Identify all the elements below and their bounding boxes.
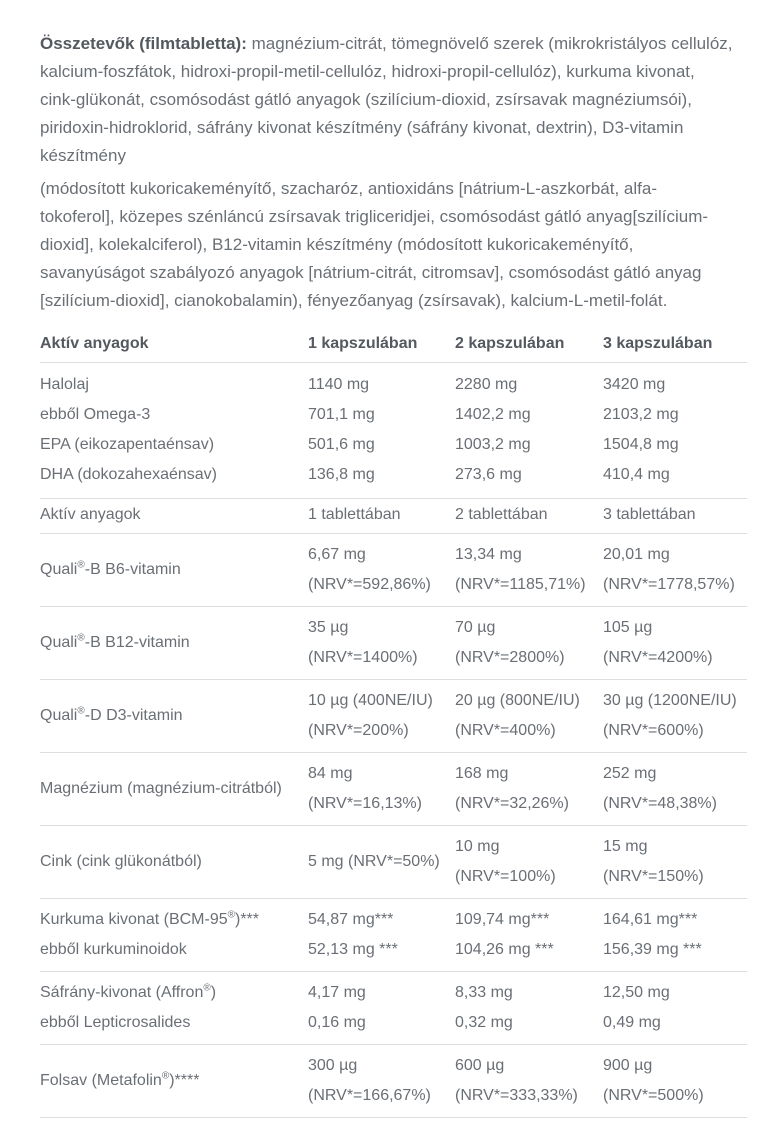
- value: 109,74 mg***: [455, 911, 550, 928]
- table-row-saffron: [40, 972, 747, 1045]
- value-cell: [455, 978, 603, 1038]
- value: (NRV*=400%): [455, 722, 556, 739]
- active-ingredients-table: [40, 328, 747, 1118]
- table-row-zinc: [40, 826, 747, 899]
- row-label: Quali®-B B6-vitamin: [40, 559, 181, 578]
- value-cell: [308, 905, 455, 965]
- column-header: 3 kapszulában: [603, 335, 713, 352]
- value-cell: [308, 613, 455, 673]
- value: 2103,2 mg: [603, 406, 679, 423]
- value-cell: [603, 759, 747, 819]
- value: 4,17 mg: [308, 984, 366, 1001]
- value: 900 µg: [603, 1057, 653, 1074]
- value: 1504,8 mg: [603, 436, 679, 453]
- value: 252 mg: [603, 765, 657, 782]
- value: 501,6 mg: [308, 436, 375, 453]
- value: (NRV*=600%): [603, 722, 704, 739]
- value: (NRV*=2800%): [455, 649, 565, 666]
- value: 6,67 mg: [308, 546, 366, 563]
- value-cell: [455, 613, 603, 673]
- value: (NRV*=32,26%): [455, 795, 569, 812]
- value-cell: [603, 832, 747, 892]
- table-row-folate: [40, 1045, 747, 1118]
- registered-trademark-symbol: ®: [77, 705, 85, 717]
- row-label: Quali®-D D3-vitamin: [40, 705, 183, 724]
- value-cell: [603, 370, 747, 490]
- value-cell: [603, 905, 747, 965]
- value: (NRV*=4200%): [603, 649, 713, 666]
- table-row-magnesium: [40, 753, 747, 826]
- paragraph-line: tokoferol], közepes szénláncú zsírsavak trigliceridjei, csomósodást gátló anyag[szilícium-: [40, 207, 709, 226]
- column-header: 2 tablettában: [455, 506, 548, 523]
- value: 52,13 mg ***: [308, 941, 398, 958]
- row-label: Folsav (Metafolin®)****: [40, 1070, 200, 1089]
- registered-trademark-symbol: ®: [77, 559, 85, 571]
- row-label-cell: [40, 847, 308, 877]
- value: (NRV*=1185,71%): [455, 576, 586, 593]
- row-label: Magnézium (magnézium-citrátból): [40, 780, 282, 797]
- value-cell: [455, 1051, 603, 1111]
- value: (NRV*=592,86%): [308, 576, 431, 593]
- value: 164,61 mg***: [603, 911, 698, 928]
- table-row-d3-vitamin: [40, 680, 747, 753]
- value: 0,32 mg: [455, 1014, 513, 1031]
- value-cell: [455, 370, 603, 490]
- value-cell: [308, 847, 455, 877]
- row-label: DHA (dokozahexaénsav): [40, 466, 217, 483]
- column-header: 2 kapszulában: [455, 335, 565, 352]
- paragraph-line: cink-glükonát, csomósodást gátló anyagok (szilícium-dioxid, zsírsavak magnéziumsói),: [40, 90, 692, 109]
- column-header: Aktív anyagok: [40, 335, 149, 352]
- value: (NRV*=166,67%): [308, 1087, 431, 1104]
- value: 30 µg (1200NE/IU): [603, 692, 737, 709]
- value-cell: [455, 686, 603, 746]
- value-cell: [455, 832, 603, 892]
- registered-trademark-symbol: ®: [227, 909, 235, 921]
- row-label-cell: [40, 1066, 308, 1096]
- value-cell: [455, 759, 603, 819]
- row-label: ebből Omega-3: [40, 406, 151, 423]
- row-label-cell: [40, 370, 308, 490]
- column-header: 3 tablettában: [603, 506, 696, 523]
- value-cell: [308, 978, 455, 1038]
- value: 1402,2 mg: [455, 406, 531, 423]
- paragraph-line: savanyúságot szabályozó anyagok [nátrium-citrát, citromsav], csomósodást gátló anyag: [40, 263, 702, 282]
- value: (NRV*=16,13%): [308, 795, 422, 812]
- value: 701,1 mg: [308, 406, 375, 423]
- value: 1140 mg: [308, 376, 370, 393]
- value: 5 mg (NRV*=50%): [308, 853, 440, 870]
- value: 600 µg: [455, 1057, 505, 1074]
- value-cell: [308, 540, 455, 600]
- row-label-cell: [40, 978, 308, 1038]
- table-row-b12-vitamin: [40, 607, 747, 680]
- value: 70 µg: [455, 619, 496, 636]
- value: 10 mg: [455, 838, 500, 855]
- paragraph-line: kalcium-foszfátok, hidroxi-propil-metil-cellulóz, hidroxi-propil-cellulóz), kurkuma kivonat,: [40, 62, 695, 81]
- value: 20 µg (800NE/IU): [455, 692, 580, 709]
- column-header: Aktív anyagok: [40, 506, 141, 523]
- value: 8,33 mg: [455, 984, 513, 1001]
- value: 0,16 mg: [308, 1014, 366, 1031]
- value-cell: [308, 686, 455, 746]
- row-label-cell: [40, 628, 308, 658]
- value: 15 mg: [603, 838, 648, 855]
- row-label: Cink (cink glükonátból): [40, 853, 202, 870]
- row-label: Kurkuma kivonat (BCM-95®)***: [40, 909, 260, 928]
- paragraph-line: piridoxin-hidroklorid, sáfrány kivonat készítmény (sáfrány kivonat, dextrin), D3-vitamin: [40, 118, 684, 137]
- ingredients-paragraph-2: [40, 175, 747, 315]
- value: 0,49 mg: [603, 1014, 661, 1031]
- value: 10 µg (400NE/IU): [308, 692, 433, 709]
- registered-trademark-symbol: ®: [161, 1070, 170, 1082]
- table-header-capsules: [40, 328, 747, 363]
- value: 104,26 mg ***: [455, 941, 554, 958]
- value-cell: [603, 613, 747, 673]
- value: 20,01 mg: [603, 546, 670, 563]
- value: 2280 mg: [455, 376, 518, 393]
- value-cell: [603, 1051, 747, 1111]
- value: 12,50 mg: [603, 984, 670, 1001]
- table-row-b6-vitamin: [40, 534, 747, 607]
- row-label: EPA (eikozapentaénsav): [40, 436, 215, 453]
- value: 168 mg: [455, 765, 509, 782]
- value-cell: [455, 540, 603, 600]
- value: 1003,2 mg: [455, 436, 531, 453]
- value: 35 µg: [308, 619, 349, 636]
- value: (NRV*=48,38%): [603, 795, 717, 812]
- row-label: Sáfrány-kivonat (Affron®): [40, 982, 217, 1001]
- value-cell: [603, 978, 747, 1038]
- value: (NRV*=500%): [603, 1087, 704, 1104]
- paragraph-text: magnézium-citrát, tömegnövelő szerek (mikrokristályos cellulóz,: [251, 34, 733, 53]
- value: 105 µg: [603, 619, 653, 636]
- value: 3420 mg: [603, 376, 666, 393]
- value-cell: [308, 1051, 455, 1111]
- table-header-tablets: [40, 499, 747, 534]
- table-row-fish-oil: [40, 363, 747, 499]
- value: 136,8 mg: [308, 466, 375, 483]
- paragraph-line: (módosított kukoricakeményítő, szacharóz, antioxidáns [nátrium-L-aszkorbát, alfa-: [40, 179, 657, 198]
- row-label-cell: [40, 774, 308, 804]
- value: (NRV*=200%): [308, 722, 409, 739]
- row-label: Quali®-B B12-vitamin: [40, 632, 190, 651]
- ingredients-heading: Összetevők (filmtabletta):: [40, 34, 247, 53]
- paragraph-line: [40, 30, 747, 58]
- paragraph-line: készítmény: [40, 146, 126, 165]
- value: 300 µg: [308, 1057, 358, 1074]
- ingredients-paragraph-1: [40, 30, 747, 170]
- value: 54,87 mg***: [308, 911, 394, 928]
- value: 84 mg: [308, 765, 353, 782]
- paragraph-line: [szilícium-dioxid], cianokobalamin), fényezőanyag (zsírsavak), kalcium-L-metil-folát.: [40, 291, 668, 310]
- value-cell: [603, 686, 747, 746]
- column-header: 1 tablettában: [308, 506, 401, 523]
- column-header: 1 kapszulában: [308, 335, 418, 352]
- value: (NRV*=1400%): [308, 649, 418, 666]
- value-cell: [308, 370, 455, 490]
- row-label: ebből kurkuminoidok: [40, 941, 187, 958]
- value-cell: [603, 540, 747, 600]
- value: 156,39 mg ***: [603, 941, 702, 958]
- row-label-cell: [40, 701, 308, 731]
- value: (NRV*=100%): [455, 868, 556, 885]
- row-label: Halolaj: [40, 376, 89, 393]
- table-row-curcuma: [40, 899, 747, 972]
- registered-trademark-symbol: ®: [203, 982, 211, 994]
- value: 273,6 mg: [455, 466, 522, 483]
- value: (NRV*=1778,57%): [603, 576, 735, 593]
- row-label-cell: [40, 905, 308, 965]
- value: (NRV*=150%): [603, 868, 704, 885]
- value: (NRV*=333,33%): [455, 1087, 578, 1104]
- value: 410,4 mg: [603, 466, 670, 483]
- registered-trademark-symbol: ®: [77, 632, 85, 644]
- value-cell: [455, 905, 603, 965]
- row-label: ebből Lepticrosalides: [40, 1014, 191, 1031]
- row-label-cell: [40, 555, 308, 585]
- value: 13,34 mg: [455, 546, 522, 563]
- value-cell: [308, 759, 455, 819]
- paragraph-line: dioxid], kolekalciferol), B12-vitamin készítmény (módosított kukoricakeményítő,: [40, 235, 634, 254]
